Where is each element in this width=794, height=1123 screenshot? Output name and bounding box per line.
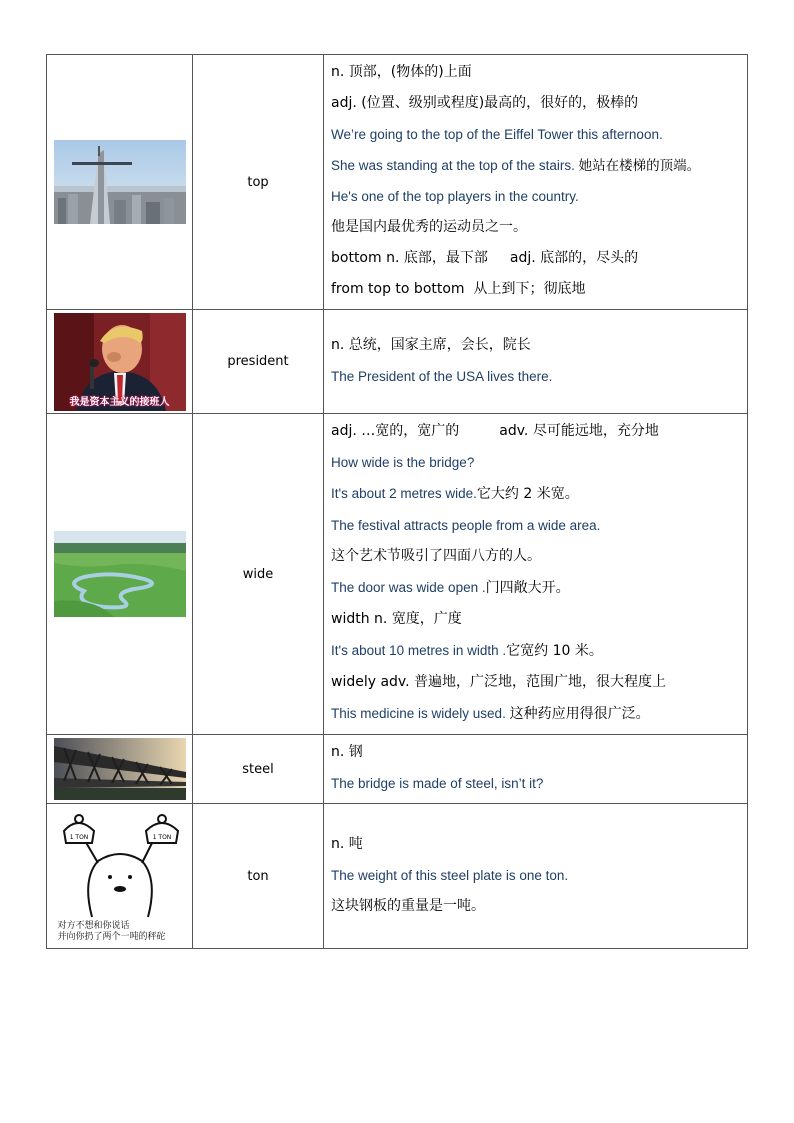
word-cell: president — [193, 310, 324, 414]
definition-line: widely adv. 普遍地，广泛地，范围广地，很大程度上 — [331, 674, 667, 690]
image-caption: 我是资本主义的接班人 — [69, 396, 170, 408]
example-sentence: The President of the USA lives there. — [331, 368, 553, 384]
word-cell: top — [193, 55, 324, 310]
definition-cell — [324, 310, 748, 414]
definition-line: adj. (位置、级别或程度)最高的，很好的，极棒的 — [331, 95, 639, 111]
example-sentence: This medicine is widely used. 这种药应用得很广泛。 — [331, 706, 650, 722]
definition-line: bottom n. 底部，最下部 adj. 底部的，尽头的 — [331, 250, 639, 266]
image-cell — [47, 804, 193, 949]
definition-line: width n. 宽度，广度 — [331, 611, 462, 627]
vocabulary-table — [46, 54, 748, 949]
word-cell: wide — [193, 414, 324, 735]
steel-bridge-image — [54, 738, 186, 800]
weight-label: 1 TON — [152, 834, 171, 841]
definition-line: n. 总统，国家主席，会长，院长 — [331, 336, 531, 353]
definition-line: n. 钢 — [331, 744, 363, 760]
example-sentence: The weight of this steel plate is one ton. — [331, 867, 569, 883]
definition-line: adj. …宽的，宽广的 adv. 尽可能远地，充分地 — [331, 423, 659, 439]
image-caption: 对方不想和你说话 并向你扔了两个一吨的秤砣 — [57, 921, 166, 942]
skyscraper-image — [54, 140, 186, 224]
table-row — [47, 804, 748, 949]
grassland-river-image — [54, 531, 186, 617]
example-sentence: We’re going to the top of the Eiffel Tower this afternoon. — [331, 127, 663, 142]
image-cell — [47, 310, 193, 414]
definition-line: from top to bottom 从上到下；彻底地 — [331, 281, 586, 297]
example-sentence: The door was wide open .门四敞大开。 — [331, 580, 570, 596]
definition-line: n. 吨 — [331, 835, 363, 852]
meme-weights-image — [54, 809, 186, 943]
definition-line: n. 顶部，(物体的)上面 — [331, 64, 472, 80]
definition-cell — [324, 804, 748, 949]
example-sentence: She was standing at the top of the stairs. 她站在楼梯的顶端。 — [331, 158, 701, 173]
image-cell — [47, 414, 193, 735]
example-sentence: The festival attracts people from a wide area. — [331, 518, 601, 533]
table-row — [47, 310, 748, 414]
example-sentence: It's about 2 metres wide.它大约 2 米宽。 — [331, 486, 579, 502]
table-row — [47, 414, 748, 735]
example-sentence: It's about 10 metres in width .它宽约 10 米。 — [331, 643, 603, 659]
example-sentence: The bridge is made of steel, isn’t it? — [331, 776, 544, 791]
translation-line: 这个艺术节吸引了四面八方的人。 — [331, 548, 541, 564]
definition-cell — [324, 414, 748, 735]
definition-cell — [324, 735, 748, 804]
word-cell: steel — [193, 735, 324, 804]
word-cell: ton — [193, 804, 324, 949]
example-sentence: He's one of the top players in the country. — [331, 189, 579, 204]
table-row — [47, 735, 748, 804]
definition-cell — [324, 55, 748, 310]
translation-line: 他是国内最优秀的运动员之一。 — [331, 219, 527, 235]
image-cell — [47, 735, 193, 804]
translation-line: 这块钢板的重量是一吨。 — [331, 897, 485, 914]
president-photo — [54, 313, 186, 411]
image-cell — [47, 55, 193, 310]
example-sentence: How wide is the bridge? — [331, 455, 475, 470]
weight-label: 1 TON — [69, 834, 88, 841]
table-row — [47, 55, 748, 310]
